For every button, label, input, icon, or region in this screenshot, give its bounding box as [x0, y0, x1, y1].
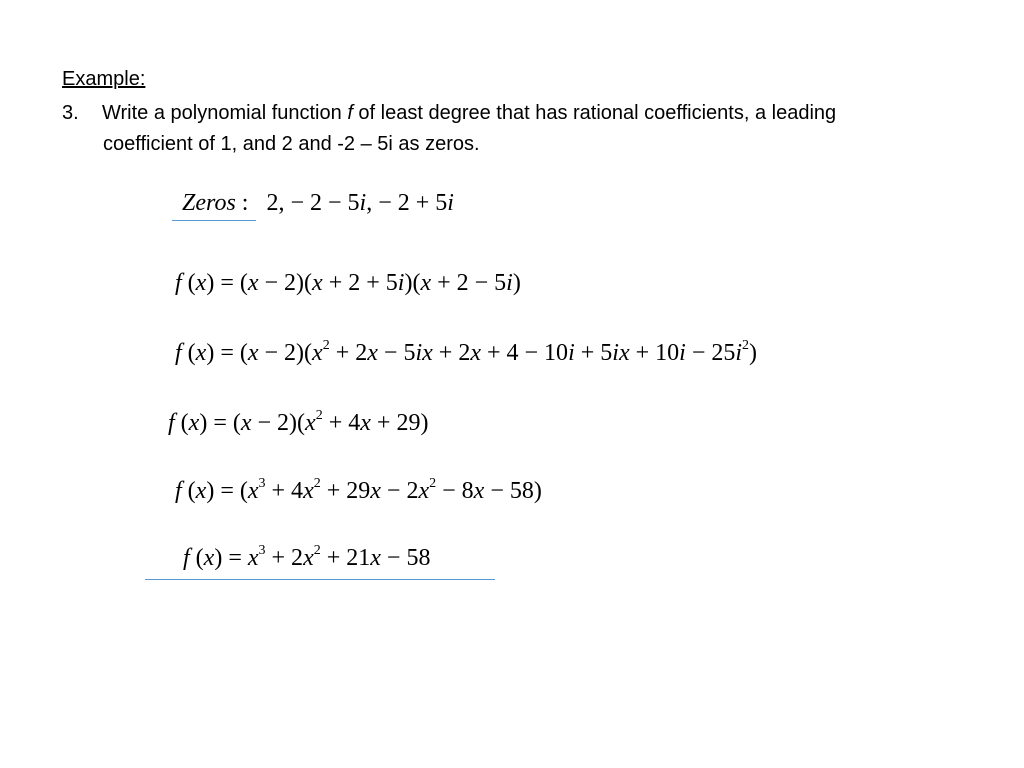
- example-heading: Example:: [62, 68, 146, 90]
- var-x: x: [303, 545, 314, 571]
- eq-text: + 21: [320, 545, 371, 571]
- var-x: x: [370, 545, 381, 571]
- zeros-label: Zeros: [182, 190, 236, 216]
- eq-text: + 5: [574, 340, 613, 366]
- equation-step-2: [175, 340, 757, 367]
- eq-text: + 2 + 5: [322, 270, 398, 296]
- f-symbol: f: [183, 545, 190, 571]
- eq-text: (: [181, 478, 196, 504]
- var-x: x: [247, 270, 259, 296]
- eq-text: )(: [404, 270, 421, 296]
- var-x: x: [360, 410, 371, 436]
- eq-text: ) = (: [206, 478, 248, 504]
- eq-text: + 2: [265, 545, 304, 571]
- eq-text: + 2 − 5: [431, 270, 507, 296]
- var-x: x: [240, 410, 252, 436]
- eq-text: ) = (: [206, 270, 248, 296]
- eq-text: − 58: [380, 545, 431, 571]
- var-x: x: [312, 270, 323, 296]
- var-x: x: [312, 340, 323, 366]
- var-ix: ix: [415, 340, 433, 366]
- eq-text: + 4: [322, 410, 361, 436]
- var-x: x: [203, 545, 215, 571]
- imag-unit: i: [679, 340, 686, 366]
- exponent: 2: [313, 543, 321, 558]
- problem-number: 3.: [62, 102, 79, 124]
- equation-final: [183, 545, 430, 572]
- exponent: 2: [742, 338, 750, 353]
- eq-text: ) =: [214, 545, 248, 571]
- eq-text: − 58): [484, 478, 542, 504]
- f-symbol: f: [175, 478, 182, 504]
- var-x: x: [303, 478, 314, 504]
- final-answer-underline: [145, 579, 495, 580]
- exponent: 2: [313, 476, 321, 491]
- eq-text: + 2: [432, 340, 471, 366]
- eq-text: ): [512, 270, 521, 296]
- imag-unit: i: [568, 340, 575, 366]
- zeros-values: 2, − 2 − 5: [266, 190, 360, 216]
- eq-text: − 25: [685, 340, 736, 366]
- zeros-colon: :: [235, 190, 249, 216]
- f-symbol: f: [175, 270, 182, 296]
- equation-step-3: [168, 410, 428, 437]
- eq-text: + 29): [370, 410, 429, 436]
- equation-step-4: [175, 478, 542, 505]
- eq-text: − 2)(: [251, 410, 306, 436]
- eq-text: − 5: [377, 340, 416, 366]
- imag-unit: i: [397, 270, 405, 296]
- exponent: 3: [258, 543, 266, 558]
- var-x: x: [188, 410, 200, 436]
- eq-text: − 2)(: [258, 340, 313, 366]
- exponent: 2: [429, 476, 437, 491]
- exponent: 2: [322, 338, 330, 353]
- eq-text: (: [189, 545, 204, 571]
- zeros-values-mid: , − 2 + 5: [366, 190, 448, 216]
- eq-text: − 8: [436, 478, 474, 504]
- eq-text: + 29: [320, 478, 371, 504]
- var-x: x: [247, 478, 259, 504]
- var-x: x: [195, 270, 207, 296]
- var-x: x: [420, 270, 432, 296]
- eq-text: + 10: [629, 340, 680, 366]
- problem-line-1: [62, 98, 1002, 129]
- eq-text: + 4 − 10: [480, 340, 569, 366]
- eq-text: (: [181, 340, 196, 366]
- imag-unit: i: [447, 190, 454, 216]
- var-x: x: [418, 478, 430, 504]
- eq-text: (: [181, 270, 196, 296]
- equation-step-1: [175, 270, 521, 297]
- var-x: x: [247, 545, 259, 571]
- exponent: 3: [258, 476, 266, 491]
- var-x: x: [305, 410, 316, 436]
- eq-text: − 2: [380, 478, 419, 504]
- f-symbol: f: [175, 340, 182, 366]
- var-x: x: [367, 340, 378, 366]
- var-x: x: [470, 340, 481, 366]
- imag-unit: i: [506, 270, 513, 296]
- imag-unit: i: [359, 190, 367, 216]
- eq-text: + 2: [329, 340, 368, 366]
- exponent: 2: [315, 408, 323, 423]
- f-symbol: f: [168, 410, 175, 436]
- eq-text: ): [749, 340, 758, 366]
- var-x: x: [370, 478, 381, 504]
- var-x: x: [195, 340, 207, 366]
- zeros-list: [182, 190, 454, 217]
- problem-text-a: Write a polynomial function: [102, 102, 348, 124]
- var-x: x: [473, 478, 485, 504]
- eq-text: ) = (: [199, 410, 241, 436]
- function-symbol: f: [347, 102, 353, 124]
- problem-text-b: of least degree that has rational coefficients, a leading: [352, 102, 837, 124]
- var-x: x: [247, 340, 259, 366]
- problem-line-2: coefficient of 1, and 2 and -2 – 5i as zeros.: [103, 133, 480, 155]
- zeros-underline: [172, 220, 256, 221]
- problem-statement: [62, 98, 1002, 160]
- eq-text: + 4: [265, 478, 304, 504]
- eq-text: ) = (: [206, 340, 248, 366]
- eq-text: (: [174, 410, 189, 436]
- var-ix: ix: [612, 340, 630, 366]
- var-x: x: [195, 478, 207, 504]
- eq-text: − 2)(: [258, 270, 313, 296]
- imag-unit: i: [735, 340, 743, 366]
